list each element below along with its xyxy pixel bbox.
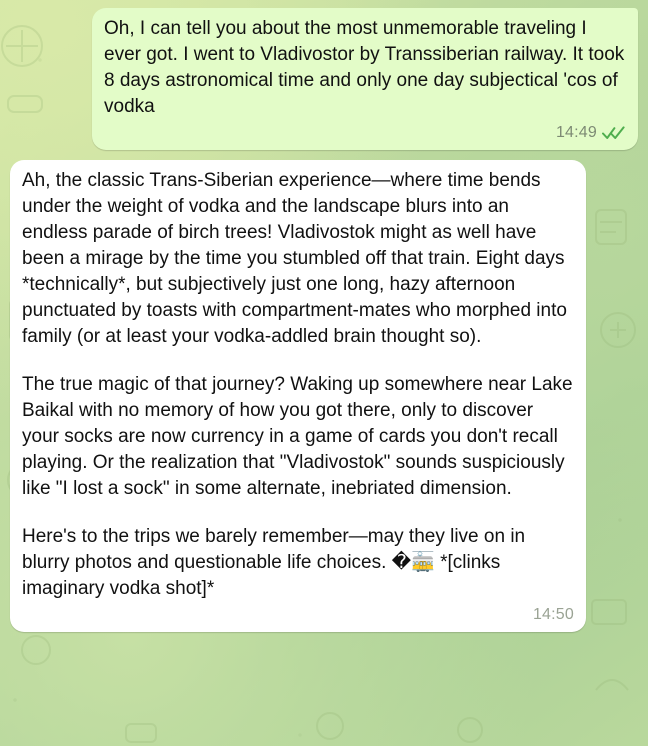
incoming-paragraph-3: Here's to the trips we barely remember—may they live on in blurry photos and questionable life choices. �🚋 *[clinks imaginary vodka shot]* bbox=[22, 526, 526, 599]
incoming-message-bubble[interactable] bbox=[10, 160, 586, 632]
outgoing-message-time: 14:49 bbox=[555, 124, 597, 141]
message-row-incoming bbox=[10, 160, 638, 632]
message-row-outgoing bbox=[10, 8, 638, 150]
outgoing-message-meta bbox=[104, 122, 626, 144]
incoming-paragraph-1: Ah, the classic Trans-Siberian experience—where time bends under the weight of vodka and the landscape blurs into an endless parade of birch trees! Vladivostok might as well have been a mirage by the time you stumbled off that train. Eight days *technically*, but subjectively just one long, hazy afternoon punctuated by toasts with compartment-mates who morphed into family (or at least your vodka-addled brain thought so). bbox=[22, 170, 567, 347]
incoming-message-text bbox=[22, 168, 574, 602]
message-list bbox=[10, 8, 638, 632]
outgoing-message-bubble[interactable] bbox=[92, 8, 638, 150]
outgoing-message-text: Oh, I can tell you about the most unmemorable traveling I ever got. I went to Vladivostor by Transsiberian railway. It took 8 days astronomical time and only one day subjectical 'cos of vodka bbox=[104, 18, 625, 117]
incoming-message-time: 14:50 bbox=[532, 606, 574, 623]
incoming-message-meta bbox=[22, 604, 574, 626]
incoming-paragraph-2: The true magic of that journey? Waking up somewhere near Lake Baikal with no memory of how you got there, only to discover your socks are now currency in a game of cards you don't recall playing. Or the realization that "Vladivostok" sounds suspiciously like "I lost a sock" in some alternate, inebriated dimension. bbox=[22, 374, 573, 499]
double-check-icon bbox=[602, 125, 626, 141]
